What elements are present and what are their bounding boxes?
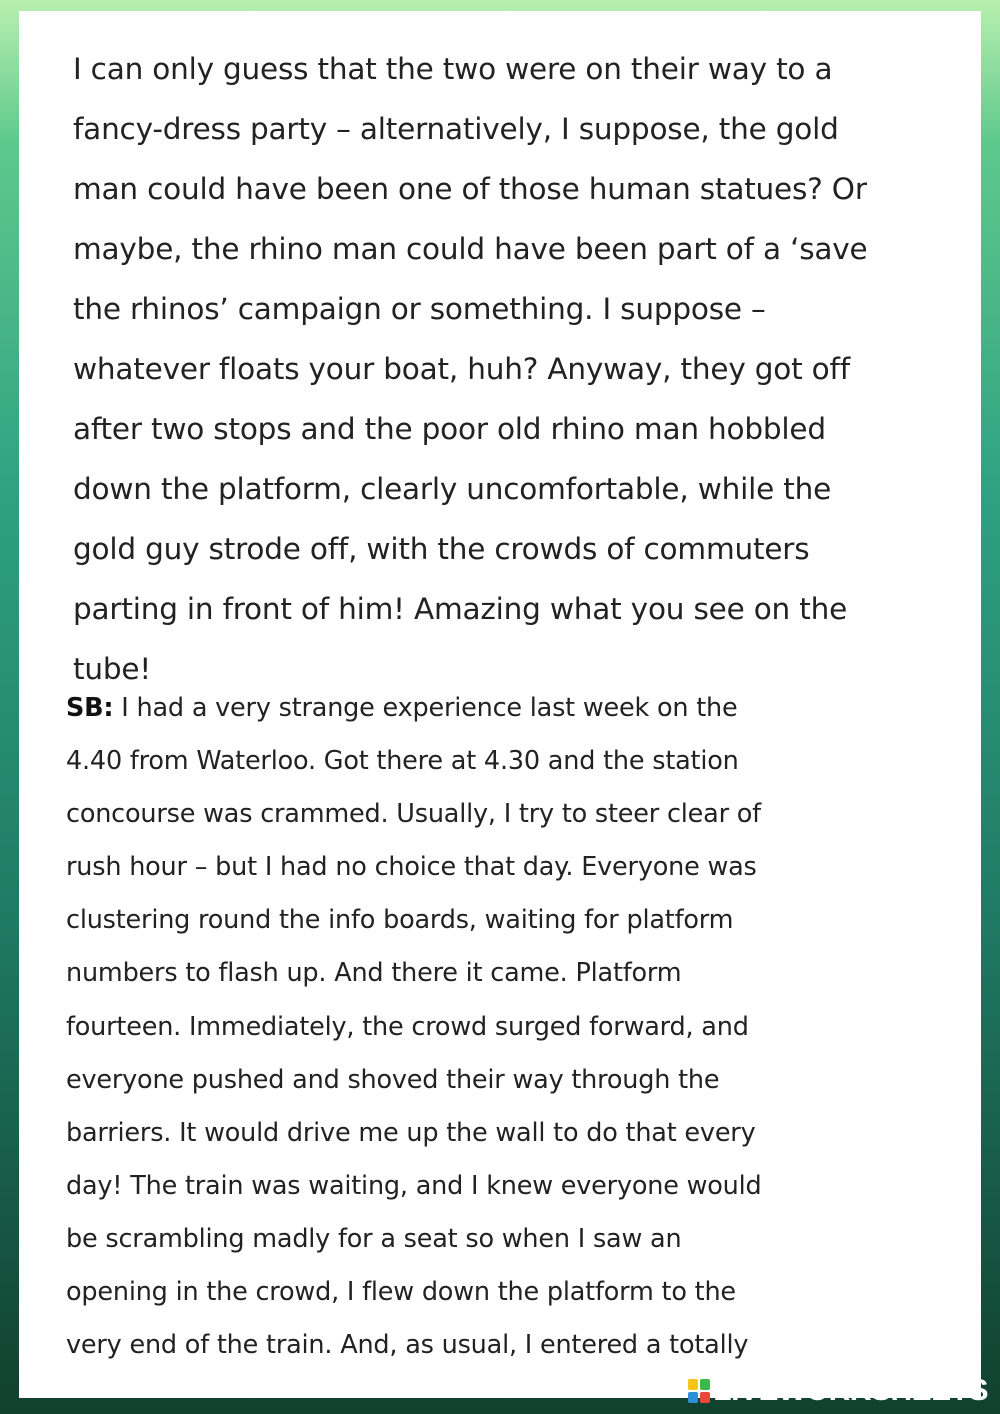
logo-tile (688, 1392, 698, 1403)
paragraph-line: numbers to flash up. And there it came. Platform (66, 958, 682, 989)
worksheet-page (19, 11, 981, 1398)
paragraph-line: parting in front of him! Amazing what you see on the (73, 592, 848, 626)
paragraph-line: maybe, the rhino man could have been part of a ‘save (73, 232, 868, 266)
paragraph-line: be scrambling madly for a seat so when I saw an (66, 1223, 682, 1254)
paragraph-line: whatever floats your boat, huh? Anyway, they got off (73, 352, 850, 386)
logo-tile (688, 1379, 698, 1390)
paragraph-line: fourteen. Immediately, the crowd surged forward, and (66, 1011, 749, 1042)
paragraph-line: clustering round the info boards, waiting for platform (66, 905, 734, 936)
paragraph-line: fancy-dress party – alternatively, I suppose, the gold (73, 112, 839, 146)
paragraph-line: opening in the crowd, I flew down the platform to the (66, 1277, 736, 1308)
paragraph-line: barriers. It would drive me up the wall to do that every (66, 1117, 756, 1148)
paragraph-line: man could have been one of those human statues? Or (73, 172, 867, 206)
paragraph-line: 4.40 from Waterloo. Got there at 4.30 and the station (66, 746, 739, 777)
paragraph-line: rush hour – but I had no choice that day. Everyone was (66, 852, 757, 883)
paragraph-line: everyone pushed and shoved their way through the (66, 1064, 720, 1095)
paragraph-line: after two stops and the poor old rhino man hobbled (73, 412, 826, 446)
paragraph-line: concourse was crammed. Usually, I try to steer clear of (66, 799, 761, 830)
logo-tile (700, 1392, 710, 1403)
speaker-label: SB: (66, 693, 114, 723)
paragraph-line: gold guy strode off, with the crowds of commuters (73, 532, 810, 566)
liveworksheets-logo-icon (688, 1379, 710, 1403)
paragraph-line: I can only guess that the two were on their way to a (73, 52, 833, 86)
paragraph-line: very end of the train. And, as usual, I entered a totally (66, 1330, 749, 1361)
paragraph-line-text: I had a very strange experience last week on the (113, 693, 738, 723)
liveworksheets-watermark[interactable] (688, 1374, 988, 1408)
paragraph-line: the rhinos’ campaign or something. I suppose – (73, 292, 766, 326)
paragraph-line: day! The train was waiting, and I knew everyone would (66, 1170, 762, 1201)
paragraph-line: down the platform, clearly uncomfortable, while the (73, 472, 832, 506)
reading-paragraph-2 (66, 682, 946, 1372)
paragraph-line (66, 682, 946, 735)
logo-tile (700, 1379, 710, 1390)
reading-paragraph-1 (73, 39, 933, 699)
paragraph-line: tube! (73, 652, 151, 686)
watermark-text: LIVEWORKSHEETS (713, 1374, 988, 1407)
